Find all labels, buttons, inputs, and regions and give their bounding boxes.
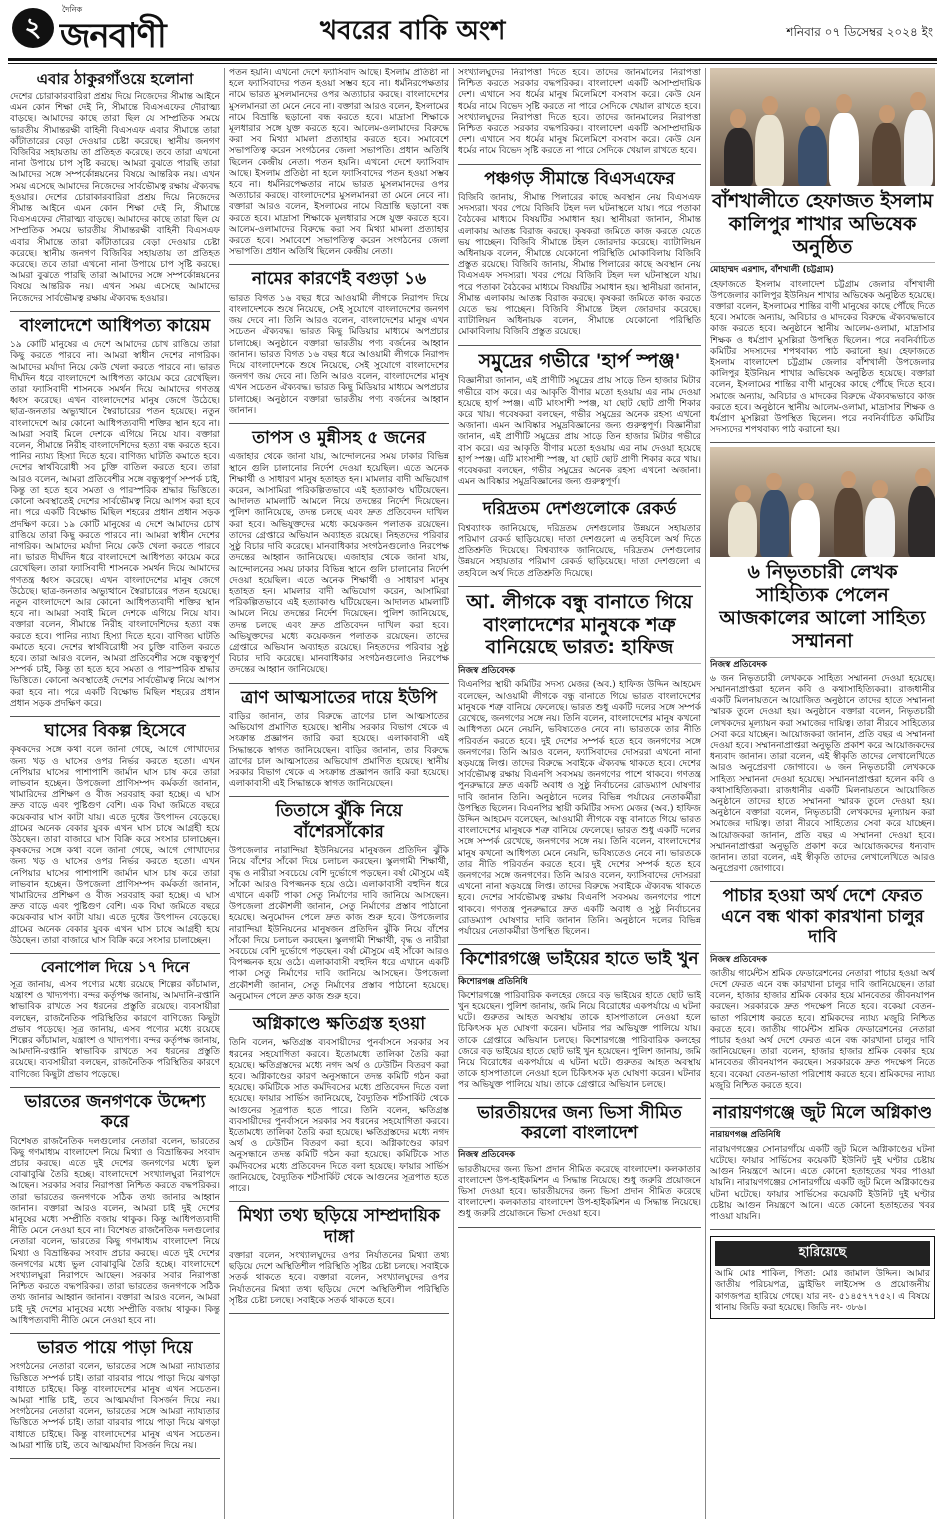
story-body: জাতীয় গার্মেন্টস শ্রমিক ফেডারেশনের নেতারা পাচার হওয়া অর্থ দেশে ফেরত এনে বন্ধ কারখানা চালুর দাবি জানিয়েছেন। তারা বলেন, হাজার হাজার শ্রমিক বেকার হয়ে মানবেতর জীবনযাপন করছেন। সরকারকে দ্রুত পদক্ষেপ নিতে হবে। বকেয়া বেতন-ভাতা পরিশোধ করতে হবে। শ্রমিকদের ন্যায্য মজুরি নিশ্চিত করতে হবে। জাতীয় গার্মেন্টস শ্রমিক ফেডারেশনের নেতারা পাচার হওয়া অর্থ দেশে ফেরত এনে বন্ধ কারখানা চালুর দাবি জানিয়েছেন। তারা বলেন, হাজার হাজার শ্রমিক বেকার হয়ে মানবেতর জীবনযাপন করছেন। সরকারকে দ্রুত পদক্ষেপ নিতে হবে। বকেয়া বেতন-ভাতা পরিশোধ করতে হবে। শ্রমিকদের ন্যায্য মজুরি নিশ্চিত করতে হবে। (710, 968, 935, 1091)
column-divider (453, 68, 454, 1519)
story-headline[interactable]: ভারতের জনগণকে উদ্দেশ্য করে (24, 1091, 206, 1133)
story-headline[interactable]: ঘাসের বিকল্প হিসেবে (44, 720, 186, 741)
story-divider (10, 953, 220, 954)
news-story (458, 68, 701, 158)
story-headline[interactable]: বাঁশখালীতে হেফাজত ইসলাম কালিপুর শাখার অভিষেক অনুষ্ঠিত (711, 190, 934, 258)
story-body: হেফাজতে ইসলাম বাংলাদেশ চট্টগ্রাম জেলার বাঁশখালী উপজেলার কালিপুর ইউনিয়ন শাখার অভিষেক অনুষ্ঠিত হয়েছে। বক্তারা বলেন, ইসলামের শান্তির বাণী মানুষের কাছে পৌঁছে দিতে হবে। সমাজে অন্যায়, অবিচার ও মাদকের বিরুদ্ধে ঐক্যবদ্ধভাবে কাজ করতে হবে। অনুষ্ঠানে স্থানীয় আলেম-ওলামা, মাদ্রাসার শিক্ষক ও ধর্মপ্রাণ মুসল্লিরা উপস্থিত ছিলেন। পরে নবনির্বাচিত কমিটির সদস্যদের শপথবাক্য পাঠ করানো হয়। হেফাজতে ইসলাম বাংলাদেশ চট্টগ্রাম জেলার বাঁশখালী উপজেলার কালিপুর ইউনিয়ন শাখার অভিষেক অনুষ্ঠিত হয়েছে। বক্তারা বলেন, ইসলামের শান্তির বাণী মানুষের কাছে পৌঁছে দিতে হবে। সমাজে অন্যায়, অবিচার ও মাদকের বিরুদ্ধে ঐক্যবদ্ধভাবে কাজ করতে হবে। অনুষ্ঠানে স্থানীয় আলেম-ওলামা, মাদ্রাসার শিক্ষক ও ধর্মপ্রাণ মুসল্লিরা উপস্থিত ছিলেন। পরে নবনির্বাচিত কমিটির সদস্যদের শপথবাক্য পাঠ করানো হয়। (710, 279, 935, 436)
story-body: বাড়ির জানান, তার বিরুদ্ধে ত্রাণের চাল আত্মসাতের অভিযোগ প্রমাণিত হয়েছে। স্থানীয় সরকার বিভাগ থেকে এ সংক্রান্ত প্রজ্ঞাপন জারি করা হয়েছে। এলাকাবাসী এই সিদ্ধান্তকে স্বাগত জানিয়েছেন। বাড়ির জানান, তার বিরুদ্ধে ত্রাণের চাল আত্মসাতের অভিযোগ প্রমাণিত হয়েছে। স্থানীয় সরকার বিভাগ থেকে এ সংক্রান্ত প্রজ্ঞাপন জারি করা হয়েছে। এলাকাবাসী এই সিদ্ধান্তকে স্বাগত জানিয়েছেন। (229, 711, 449, 790)
logo-prefix: দৈনিক (62, 5, 83, 14)
story-headline[interactable]: ত্রাণ আত্মসাতের দায়ে ইউপি (241, 687, 437, 708)
story-byline: নিজস্ব প্রতিবেদক (458, 1147, 701, 1161)
story-body: বিএনপির স্থায়ী কমিটির সদস্য মেজর (অব.) হাফিজ উদ্দিন আহমেদ বলেছেন, আওয়ামী লীগকে বন্ধু বানাতে গিয়ে ভারত বাংলাদেশের মানুষকে শত্রু বানিয়ে ফেলেছে। ভারত শুধু একটি দলের সঙ্গে সম্পর্ক রেখেছে, জনগণের সঙ্গে নয়। তিনি বলেন, বাংলাদেশের মানুষ কখনো আধিপত্য মেনে নেয়নি, ভবিষ্যতেও নেবে না। ভারতকে তার নীতি পরিবর্তন করতে হবে। দুই দেশের সম্পর্ক হতে হবে জনগণের সঙ্গে জনগণের। তিনি আরও বলেন, ফ্যাসিবাদের দোসররা এখনো নানা ষড়যন্ত্রে লিপ্ত। তাদের বিরুদ্ধে সবাইকে ঐক্যবদ্ধ থাকতে হবে। দেশের সার্বভৌমত্ব রক্ষায় বিএনপি সবসময় জনগণের পাশে থাকবে। গণতন্ত্র পুনরুদ্ধারে দ্রুত একটি অবাধ ও সুষ্ঠু নির্বাচনের রোডম্যাপ ঘোষণার দাবি জানান তিনি। অনুষ্ঠানে দলের বিভিন্ন পর্যায়ের নেতাকর্মীরা উপস্থিত ছিলেন। বিএনপির স্থায়ী কমিটির সদস্য মেজর (অব.) হাফিজ উদ্দিন আহমেদ বলেছেন, আওয়ামী লীগকে বন্ধু বানাতে গিয়ে ভারত বাংলাদেশের মানুষকে শত্রু বানিয়ে ফেলেছে। ভারত শুধু একটি দলের সঙ্গে সম্পর্ক রেখেছে, জনগণের সঙ্গে নয়। তিনি বলেন, বাংলাদেশের মানুষ কখনো আধিপত্য মেনে নেয়নি, ভবিষ্যতেও নেবে না। ভারতকে তার নীতি পরিবর্তন করতে হবে। দুই দেশের সম্পর্ক হতে হবে জনগণের সঙ্গে জনগণের। তিনি আরও বলেন, ফ্যাসিবাদের দোসররা এখনো নানা ষড়যন্ত্রে লিপ্ত। তাদের বিরুদ্ধে সবাইকে ঐক্যবদ্ধ থাকতে হবে। দেশের সার্বভৌমত্ব রক্ষায় বিএনপি সবসময় জনগণের পাশে থাকবে। গণতন্ত্র পুনরুদ্ধারে দ্রুত একটি অবাধ ও সুষ্ঠু নির্বাচনের রোডম্যাপ ঘোষণার দাবি জানান তিনি। অনুষ্ঠানে দলের বিভিন্ন পর্যায়ের নেতাকর্মীরা উপস্থিত ছিলেন। (458, 680, 701, 937)
story-body: এজাহার থেকে জানা যায়, আন্দোলনের সময় ঢাকার বিভিন্ন স্থানে গুলি চালানোর নির্দেশ দেওয়া হয়েছিল। এতে অনেক শিক্ষার্থী ও সাধারণ মানুষ হতাহত হন। মামলার বাদী অভিযোগ করেন, আসামিরা পরিকল্পিতভাবে এই হত্যাকাণ্ড ঘটিয়েছেন। আদালত মামলাটি আমলে নিয়ে তদন্তের নির্দেশ দিয়েছেন। পুলিশ জানিয়েছে, তদন্ত চলছে এবং দ্রুত প্রতিবেদন দাখিল করা হবে। অভিযুক্তদের মধ্যে কয়েকজন পলাতক রয়েছেন। তাদের গ্রেপ্তারে অভিযান অব্যাহত রয়েছে। নিহতদের পরিবার সুষ্ঠু বিচার দাবি করেছে। মানবাধিকার সংগঠনগুলোও নিরপেক্ষ তদন্তের আহ্বান জানিয়েছে। এজাহার থেকে জানা যায়, আন্দোলনের সময় ঢাকার বিভিন্ন স্থানে গুলি চালানোর নির্দেশ দেওয়া হয়েছিল। এতে অনেক শিক্ষার্থী ও সাধারণ মানুষ হতাহত হন। মামলার বাদী অভিযোগ করেন, আসামিরা পরিকল্পিতভাবে এই হত্যাকাণ্ড ঘটিয়েছেন। আদালত মামলাটি আমলে নিয়ে তদন্তের নির্দেশ দিয়েছেন। পুলিশ জানিয়েছে, তদন্ত চলছে এবং দ্রুত প্রতিবেদন দাখিল করা হবে। অভিযুক্তদের মধ্যে কয়েকজন পলাতক রয়েছেন। তাদের গ্রেপ্তারে অভিযান অব্যাহত রয়েছে। নিহতদের পরিবার সুষ্ঠু বিচার দাবি করেছে। মানবাধিকার সংগঠনগুলোও নিরপেক্ষ তদন্তের আহ্বান জানিয়েছে। (229, 452, 449, 676)
story-byline: নিজস্ব প্রতিবেদক (710, 657, 935, 671)
news-story (229, 68, 449, 258)
story-divider (458, 1227, 701, 1228)
story-headline[interactable]: নারায়ণগঞ্জে জুট মিলে অগ্নিকাণ্ড (712, 1103, 933, 1124)
story-divider (229, 1313, 449, 1314)
story-headline[interactable]: পঞ্চগড় সীমান্তে বিএসএফের (484, 168, 675, 189)
story-divider (10, 1087, 220, 1088)
masthead (0, 0, 945, 58)
story-headline[interactable]: নামের কারণেই বগুড়া ১৬ (251, 269, 427, 290)
story-divider (710, 881, 935, 882)
news-story (710, 68, 935, 436)
story-body: পতন হয়নি। এখনো দেশে ফ্যাসিবাদ আছে। ইসলাম প্রতিষ্ঠা না হলে ফ্যাসিবাদের পতন হওয়া সম্ভব হবে না। ধর্মনিরপেক্ষতার নামে ভারত মুসলমানদের ওপর অত্যাচার করছে। বাংলাদেশের মুসলমানরা তা মেনে নেবে না। বক্তারা আরও বলেন, ইসলামের নামে বিভ্রান্তি ছড়ানো বন্ধ করতে হবে। মাদ্রাসা শিক্ষাকে মূলধারার সঙ্গে যুক্ত করতে হবে। আলেম-ওলামাদের বিরুদ্ধে করা সব মিথ্যা মামলা প্রত্যাহার করতে হবে। সমাবেশে সভাপতিত্ব করেন সংগঠনের জেলা সভাপতি। প্রধান অতিথি ছিলেন কেন্দ্রীয় নেতা। পতন হয়নি। এখনো দেশে ফ্যাসিবাদ আছে। ইসলাম প্রতিষ্ঠা না হলে ফ্যাসিবাদের পতন হওয়া সম্ভব হবে না। ধর্মনিরপেক্ষতার নামে ভারত মুসলমানদের ওপর অত্যাচার করছে। বাংলাদেশের মুসলমানরা তা মেনে নেবে না। বক্তারা আরও বলেন, ইসলামের নামে বিভ্রান্তি ছড়ানো বন্ধ করতে হবে। মাদ্রাসা শিক্ষাকে মূলধারার সঙ্গে যুক্ত করতে হবে। আলেম-ওলামাদের বিরুদ্ধে করা সব মিথ্যা মামলা প্রত্যাহার করতে হবে। সমাবেশে সভাপতিত্ব করেন সংগঠনের জেলা সভাপতি। প্রধান অতিথি ছিলেন কেন্দ্রীয় নেতা। (229, 68, 449, 258)
masthead-rule (8, 58, 937, 61)
story-body: নারায়ণগঞ্জের সোনারগাঁয়ে একটি জুট মিলে অগ্নিকাণ্ডের ঘটনা ঘটেছে। ফায়ার সার্ভিসের কয়েকটি ইউনিট দুই ঘণ্টার চেষ্টায় আগুন নিয়ন্ত্রণে আনে। এতে কোনো হতাহতের খবর পাওয়া যায়নি। নারায়ণগঞ্জের সোনারগাঁয়ে একটি জুট মিলে অগ্নিকাণ্ডের ঘটনা ঘটেছে। ফায়ার সার্ভিসের কয়েকটি ইউনিট দুই ঘণ্টার চেষ্টায় আগুন নিয়ন্ত্রণে আনে। এতে কোনো হতাহতের খবর পাওয়া যায়নি। (710, 1144, 935, 1222)
news-photo (710, 447, 935, 557)
story-body: ভারতীয়দের জন্য ভিসা প্রদান সীমিত করেছে বাংলাদেশ। কলকাতার বাংলাদেশ উপ-হাইকমিশন এ সিদ্ধান্ত নিয়েছে। শুধু জরুরি প্রয়োজনে ভিসা দেওয়া হবে। ভারতীয়দের জন্য ভিসা প্রদান সীমিত করেছে বাংলাদেশ। কলকাতার বাংলাদেশ উপ-হাইকমিশন এ সিদ্ধান্ত নিয়েছে। শুধু জরুরি প্রয়োজনে ভিসা দেওয়া হবে। (458, 1164, 701, 1220)
story-body: দেশের চোরাকারবারিরা প্রশ্রয় দিয়ে নিজেদের সীমান্ত আইনে এমন কোন শিক্ষা দেই নি, সীমান্তে বিএসএফের দৌরাত্ম্য বাড়ছে। আমাদের কাছে তারা ছিল যে সাম্প্রতিক সময়ে ভারতীয় সীমান্তরক্ষী বাহিনী বিএসএফ এবার সীমান্তে তারা কাঁটাতারের বেড়া দেওয়ার চেষ্টা করেছে। স্থানীয় জনগণ বিজিবির সহায়তায় তা প্রতিহত করেছে। তবে তারা এখনো নানা উপায়ে চাপ সৃষ্টি করছে। আমরা বুঝতে পারছি তারা আমাদের সঙ্গে সম্পর্কোন্নয়নের বিষয়ে আন্তরিক নয়। এখন সময় এসেছে আমাদের নিজেদের সার্বভৌমত্ব রক্ষায় ঐক্যবদ্ধ হওয়ার। দেশের চোরাকারবারিরা প্রশ্রয় দিয়ে নিজেদের সীমান্ত আইনে এমন কোন শিক্ষা দেই নি, সীমান্তে বিএসএফের দৌরাত্ম্য বাড়ছে। আমাদের কাছে তারা ছিল যে সাম্প্রতিক সময়ে ভারতীয় সীমান্তরক্ষী বাহিনী বিএসএফ এবার সীমান্তে তারা কাঁটাতারের বেড়া দেওয়ার চেষ্টা করেছে। স্থানীয় জনগণ বিজিবির সহায়তায় তা প্রতিহত করেছে। তবে তারা এখনো নানা উপায়ে চাপ সৃষ্টি করছে। আমরা বুঝতে পারছি তারা আমাদের সঙ্গে সম্পর্কোন্নয়নের বিষয়ে আন্তরিক নয়। এখন সময় এসেছে আমাদের নিজেদের সার্বভৌমত্ব রক্ষায় ঐক্যবদ্ধ হওয়ার। (10, 92, 220, 304)
column-divider (705, 68, 706, 1519)
story-divider (458, 586, 701, 587)
news-story (458, 499, 701, 579)
section-title: খবরের বাকি অংশ (320, 16, 506, 46)
story-body: বিজ্ঞানীরা জানান, এই প্রাণীটি সমুদ্রের প্রায় সাড়ে তিন হাজার মিটার গভীরে বাস করে। এর আকৃতি বীণার মতো হওয়ায় এর নাম দেওয়া হয়েছে হার্প স্পঞ্জ। এটি মাংসাশী স্পঞ্জ, যা ছোট ছোট প্রাণী শিকার করে খায়। গবেষকরা বলছেন, গভীর সমুদ্রের অনেক রহস্য এখনো অজানা। এমন আবিষ্কার সমুদ্রবিজ্ঞানের জন্য গুরুত্বপূর্ণ। বিজ্ঞানীরা জানান, এই প্রাণীটি সমুদ্রের প্রায় সাড়ে তিন হাজার মিটার গভীরে বাস করে। এর আকৃতি বীণার মতো হওয়ায় এর নাম দেওয়া হয়েছে হার্প স্পঞ্জ। এটি মাংসাশী স্পঞ্জ, যা ছোট ছোট প্রাণী শিকার করে খায়। গবেষকরা বলছেন, গভীর সমুদ্রের অনেক রহস্য এখনো অজানা। এমন আবিষ্কার সমুদ্রবিজ্ঞানের জন্য গুরুত্বপূর্ণ। (458, 376, 701, 488)
column-divider (224, 68, 225, 1519)
story-headline[interactable]: পাচার হওয়া অর্থ দেশে ফেরত এনে বন্ধ থাকা কারখানা চালুর দাবি (721, 886, 924, 948)
story-headline[interactable]: কিশোরগঞ্জে ভাইয়ের হাতে ভাই খুন (460, 949, 699, 970)
story-body: বিশেষত রাজনৈতিক দলগুলোর নেতারা বলেন, ভারতের কিছু গণমাধ্যম বাংলাদেশ নিয়ে মিথ্যা ও বিভ্রান্তিকর সংবাদ প্রচার করছে। এতে দুই দেশের জনগণের মধ্যে ভুল বোঝাবুঝি তৈরি হচ্ছে। বাংলাদেশে সংখ্যালঘুরা নিরাপদে আছেন। সরকার সবার নিরাপত্তা নিশ্চিত করতে বদ্ধপরিকর। তারা ভারতের জনগণকে সঠিক তথ্য জানার আহ্বান জানান। বক্তারা আরও বলেন, আমরা চাই দুই দেশের মানুষের মধ্যে সম্প্রীতি বজায় থাকুক। কিন্তু আধিপত্যবাদী নীতি মেনে নেওয়া হবে না। বিশেষত রাজনৈতিক দলগুলোর নেতারা বলেন, ভারতের কিছু গণমাধ্যম বাংলাদেশ নিয়ে মিথ্যা ও বিভ্রান্তিকর সংবাদ প্রচার করছে। এতে দুই দেশের জনগণের মধ্যে ভুল বোঝাবুঝি তৈরি হচ্ছে। বাংলাদেশে সংখ্যালঘুরা নিরাপদে আছেন। সরকার সবার নিরাপত্তা নিশ্চিত করতে বদ্ধপরিকর। তারা ভারতের জনগণকে সঠিক তথ্য জানার আহ্বান জানান। বক্তারা আরও বলেন, আমরা চাই দুই দেশের মানুষের মধ্যে সম্প্রীতি বজায় থাকুক। কিন্তু আধিপত্যবাদী নীতি মেনে নেওয়া হবে না। (10, 1136, 220, 1326)
story-divider (10, 1458, 220, 1459)
story-body: ভারত বিগত ১৬ বছর ধরে আওয়ামী লীগকে নিরাপদ দিয়ে বাংলাদেশকে শুষে নিয়েছে, সেই সুযোগে বাংলাদেশের জনগণ জয় দেবে না। তিনি আরও বলেন, বাংলাদেশের মানুষ এখন সচেতন ঐক্যবদ্ধ। ভারত কিছু মিডিয়ার মাধ্যমে অপপ্রচার চালাচ্ছে। অনুষ্ঠানে বক্তারা ভারতীয় পণ্য বর্জনের আহ্বান জানান। ভারত বিগত ১৬ বছর ধরে আওয়ামী লীগকে নিরাপদ দিয়ে বাংলাদেশকে শুষে নিয়েছে, সেই সুযোগে বাংলাদেশের জনগণ জয় দেবে না। তিনি আরও বলেন, বাংলাদেশের মানুষ এখন সচেতন ঐক্যবদ্ধ। ভারত কিছু মিডিয়ার মাধ্যমে অপপ্রচার চালাচ্ছে। অনুষ্ঠানে বক্তারা ভারতীয় পণ্য বর্জনের আহ্বান জানান। (229, 293, 449, 416)
column-4 (710, 68, 935, 1519)
story-body: সংগঠনের নেতারা বলেন, ভারতের সঙ্গে আমরা ন্যায্যতার ভিত্তিতে সম্পর্ক চাই। তারা বারবার পায়ে পাড়া দিয়ে ঝগড়া বাধাতে চাইছে। কিন্তু বাংলাদেশের মানুষ এখন সচেতন। আমরা শান্তি চাই, তবে আত্মমর্যাদা বিসর্জন দিয়ে নয়। সংগঠনের নেতারা বলেন, ভারতের সঙ্গে আমরা ন্যায্যতার ভিত্তিতে সম্পর্ক চাই। তারা বারবার পায়ে পাড়া দিয়ে ঝগড়া বাধাতে চাইছে। কিন্তু বাংলাদেশের মানুষ এখন সচেতন। আমরা শান্তি চাই, তবে আত্মমর্যাদা বিসর্জন দিয়ে নয়। (10, 1362, 220, 1451)
news-story (710, 1103, 935, 1223)
news-story (710, 886, 935, 1092)
story-body: বক্তারা বলেন, সংখ্যালঘুদের ওপর নির্যাতনের মিথ্যা তথ্য ছড়িয়ে দেশে অস্থিতিশীল পরিস্থিতি সৃষ্টির চেষ্টা চলছে। সবাইকে সতর্ক থাকতে হবে। বক্তারা বলেন, সংখ্যালঘুদের ওপর নির্যাতনের মিথ্যা তথ্য ছড়িয়ে দেশে অস্থিতিশীল পরিস্থিতি সৃষ্টির চেষ্টা চলছে। সবাইকে সতর্ক থাকতে হবে। (229, 1250, 449, 1306)
story-byline: নারায়ণগঞ্জ প্রতিনিধি (710, 1127, 935, 1141)
story-divider (229, 796, 449, 797)
news-story (10, 316, 220, 710)
story-body: কিশোরগঞ্জে পারিবারিক কলহের জেরে বড় ভাইয়ের হাতে ছোট ভাই খুন হয়েছেন। পুলিশ জানায়, জমি নিয়ে বিরোধের একপর্যায়ে এ ঘটনা ঘটে। গুরুতর আহত অবস্থায় তাকে হাসপাতালে নেওয়া হলে চিকিৎসক মৃত ঘোষণা করেন। ঘটনার পর অভিযুক্ত পালিয়ে যায়। তাকে গ্রেপ্তারে অভিযান চলছে। কিশোরগঞ্জে পারিবারিক কলহের জেরে বড় ভাইয়ের হাতে ছোট ভাই খুন হয়েছেন। পুলিশ জানায়, জমি নিয়ে বিরোধের একপর্যায়ে এ ঘটনা ঘটে। গুরুতর আহত অবস্থায় তাকে হাসপাতালে নেওয়া হলে চিকিৎসক মৃত ঘোষণা করেন। ঘটনার পর অভিযুক্ত পালিয়ে যায়। তাকে গ্রেপ্তারে অভিযান চলছে। (458, 990, 701, 1091)
story-headline[interactable]: দরিদ্রতম দেশগুলোকে রেকর্ড (482, 499, 677, 520)
newspaper-logo: জনবাণী (60, 16, 166, 56)
news-story (10, 958, 220, 1081)
lost-notice-body: আমি মোঃ শাকিল, পিতা: মোঃ জামাল উদ্দিন। আমার জাতীয় পরিচয়পত্র, ড্রাইভিং লাইসেন্স ও প্রয়োজনীয় কাগজপত্র হারিয়ে গেছে। যার নং- ৫১৪৫৭৭৭৫২। এ বিষয়ে থানায় জিডি করা হয়েছে। জিডি নং- ৩৮৬। (715, 1269, 930, 1313)
story-headline[interactable]: আ. লীগকে বন্ধু বানাতে গিয়ে বাংলাদেশের মানুষকে শত্রু বানিয়েছে ভারত: হাফিজ (466, 590, 693, 659)
story-body: সূত্র জানায়, এসব পণ্যের মধ্যে রয়েছে শিল্পের কাঁচামাল, যন্ত্রাংশ ও খাদ্যপণ্য। বন্দর কর্তৃপক্ষ জানায়, আমদানি-রপ্তানি স্বাভাবিক রাখতে সব ধরনের প্রস্তুতি রয়েছে। ব্যবসায়ীরা বলছেন, রাজনৈতিক পরিস্থিতির কারণে বাণিজ্যে কিছুটা প্রভাব পড়েছে। সূত্র জানায়, এসব পণ্যের মধ্যে রয়েছে শিল্পের কাঁচামাল, যন্ত্রাংশ ও খাদ্যপণ্য। বন্দর কর্তৃপক্ষ জানায়, আমদানি-রপ্তানি স্বাভাবিক রাখতে সব ধরনের প্রস্তুতি রয়েছে। ব্যবসায়ীরা বলছেন, রাজনৈতিক পরিস্থিতির কারণে বাণিজ্যে কিছুটা প্রভাব পড়েছে। (10, 980, 220, 1080)
story-byline: কিশোরগঞ্জ প্রতিনিধি (458, 974, 701, 988)
story-divider (458, 1098, 701, 1099)
story-headline[interactable]: বাংলাদেশে আধিপত্য কায়েম (19, 315, 211, 336)
page-number: ২ (12, 8, 54, 48)
story-byline: নিজস্ব প্রতিবেদক (458, 663, 701, 677)
story-divider (710, 1098, 935, 1099)
news-story (229, 1206, 449, 1307)
column-1 (10, 68, 220, 1519)
story-body: কৃষকদের সঙ্গে কথা বলে জানা গেছে, আগে গোখাদ্যের জন্য খড় ও ঘাসের ওপর নির্ভর করতে হতো। এখন নেপিয়ার ঘাসের পাশাপাশি জার্মান ঘাস চাষ করে তারা লাভবান হচ্ছেন। উপজেলা প্রাণিসম্পদ কর্মকর্তা জানান, খামারিদের প্রশিক্ষণ ও বীজ সরবরাহ করা হচ্ছে। এ ঘাস দ্রুত বাড়ে এবং পুষ্টিগুণ বেশি। এক বিঘা জমিতে বছরে কয়েকবার ঘাস কাটা যায়। এতে দুধের উৎপাদন বেড়েছে। গ্রামের অনেক বেকার যুবক এখন ঘাস চাষে আগ্রহী হয়ে উঠছেন। তারা বাজারে ঘাস বিক্রি করে সংসার চালাচ্ছেন। কৃষকদের সঙ্গে কথা বলে জানা গেছে, আগে গোখাদ্যের জন্য খড় ও ঘাসের ওপর নির্ভর করতে হতো। এখন নেপিয়ার ঘাসের পাশাপাশি জার্মান ঘাস চাষ করে তারা লাভবান হচ্ছেন। উপজেলা প্রাণিসম্পদ কর্মকর্তা জানান, খামারিদের প্রশিক্ষণ ও বীজ সরবরাহ করা হচ্ছে। এ ঘাস দ্রুত বাড়ে এবং পুষ্টিগুণ বেশি। এক বিঘা জমিতে বছরে কয়েকবার ঘাস কাটা যায়। এতে দুধের উৎপাদন বেড়েছে। গ্রামের অনেক বেকার যুবক এখন ঘাস চাষে আগ্রহী হয়ে উঠছেন। তারা বাজারে ঘাস বিক্রি করে সংসার চালাচ্ছেন। (10, 745, 220, 946)
column-3 (458, 68, 701, 1519)
news-story (458, 591, 701, 938)
news-story (458, 949, 701, 1091)
story-body: সংখ্যালঘুদের নিরাপত্তা দিতে হবে। তাদের জানমালের নিরাপত্তা নিশ্চিত করতে সরকার বদ্ধপরিকর। বাংলাদেশ একটি অসাম্প্রদায়িক দেশ। এখানে সব ধর্মের মানুষ মিলেমিশে বসবাস করে। কেউ যেন ধর্মের নামে বিভেদ সৃষ্টি করতে না পারে সেদিকে খেয়াল রাখতে হবে। সংখ্যালঘুদের নিরাপত্তা দিতে হবে। তাদের জানমালের নিরাপত্তা নিশ্চিত করতে সরকার বদ্ধপরিকর। বাংলাদেশ একটি অসাম্প্রদায়িক দেশ। এখানে সব ধর্মের মানুষ মিলেমিশে বসবাস করে। কেউ যেন ধর্মের নামে বিভেদ সৃষ্টি করতে না পারে সেদিকে খেয়াল রাখতে হবে। (458, 68, 701, 157)
issue-date: শনিবার ০৭ ডিসেম্বর ২০২৪ ইং (786, 25, 933, 39)
story-divider (458, 494, 701, 495)
story-divider (229, 1009, 449, 1010)
story-body: উপজেলার নারান্দিয়া ইউনিয়নের মানুষজন প্রতিদিন ঝুঁকি নিয়ে বাঁশের সাঁকো দিয়ে চলাচল করছেন। স্কুলগামী শিক্ষার্থী, বৃদ্ধ ও নারীরা সবচেয়ে বেশি দুর্ভোগে পড়ছেন। বর্ষা মৌসুমে এই সাঁকো আরও বিপজ্জনক হয়ে ওঠে। এলাকাবাসী বহুদিন ধরে এখানে একটি পাকা সেতু নির্মাণের দাবি জানিয়ে আসছেন। উপজেলা প্রকৌশলী জানান, সেতু নির্মাণের প্রস্তাব পাঠানো হয়েছে। অনুমোদন পেলে দ্রুত কাজ শুরু হবে। উপজেলার নারান্দিয়া ইউনিয়নের মানুষজন প্রতিদিন ঝুঁকি নিয়ে বাঁশের সাঁকো দিয়ে চলাচল করছেন। স্কুলগামী শিক্ষার্থী, বৃদ্ধ ও নারীরা সবচেয়ে বেশি দুর্ভোগে পড়ছেন। বর্ষা মৌসুমে এই সাঁকো আরও বিপজ্জনক হয়ে ওঠে। এলাকাবাসী বহুদিন ধরে এখানে একটি পাকা সেতু নির্মাণের দাবি জানিয়ে আসছেন। উপজেলা প্রকৌশলী জানান, সেতু নির্মাণের প্রস্তাব পাঠানো হয়েছে। অনুমোদন পেলে দ্রুত কাজ শুরু হবে। (229, 846, 449, 1002)
story-body: ৬ জন নিভৃতচারী লেখককে সাহিত্য সম্মাননা দেওয়া হয়েছে। সম্মাননাপ্রাপ্তরা হলেন কবি ও কথাসাহিত্যিকরা। রাজধানীর একটি মিলনায়তনে আয়োজিত অনুষ্ঠানে তাদের হাতে সম্মাননা স্মারক তুলে দেওয়া হয়। অনুষ্ঠানে বক্তারা বলেন, নিভৃতচারী লেখকদের মূল্যায়ন করা সমাজের দায়িত্ব। তারা নীরবে সাহিত্যের সেবা করে যাচ্ছেন। আয়োজকরা জানান, প্রতি বছর এ সম্মাননা দেওয়া হবে। সম্মাননাপ্রাপ্তরা অনুভূতি প্রকাশ করে আয়োজকদের ধন্যবাদ জানান। তারা বলেন, এই স্বীকৃতি তাদের লেখালেখিতে আরও অনুপ্রেরণা জোগাবে। ৬ জন নিভৃতচারী লেখককে সাহিত্য সম্মাননা দেওয়া হয়েছে। সম্মাননাপ্রাপ্তরা হলেন কবি ও কথাসাহিত্যিকরা। রাজধানীর একটি মিলনায়তনে আয়োজিত অনুষ্ঠানে তাদের হাতে সম্মাননা স্মারক তুলে দেওয়া হয়। অনুষ্ঠানে বক্তারা বলেন, নিভৃতচারী লেখকদের মূল্যায়ন করা সমাজের দায়িত্ব। তারা নীরবে সাহিত্যের সেবা করে যাচ্ছেন। আয়োজকরা জানান, প্রতি বছর এ সম্মাননা দেওয়া হবে। সম্মাননাপ্রাপ্তরা অনুভূতি প্রকাশ করে আয়োজকদের ধন্যবাদ জানান। তারা বলেন, এই স্বীকৃতি তাদের লেখালেখিতে আরও অনুপ্রেরণা জোগাবে। (710, 673, 935, 875)
story-headline[interactable]: মিথ্যা তথ্য ছড়িয়ে সাম্প্রদায়িক দাঙ্গা (238, 1206, 440, 1247)
column-2 (229, 68, 449, 1519)
story-divider (458, 944, 701, 945)
story-headline[interactable]: বেনাপোল দিয়ে ১৭ দিনে (40, 958, 190, 976)
story-headline[interactable]: তাপস ও মুন্নীসহ ৫ জনের (252, 428, 426, 449)
news-story (229, 1014, 449, 1195)
masthead-rule-thin (8, 63, 937, 64)
story-headline[interactable]: ভারতীয়দের জন্য ভিসা সীমিত করলো বাংলাদেশ (477, 1102, 682, 1143)
news-story (229, 428, 449, 676)
story-divider (229, 264, 449, 265)
news-photo (710, 68, 935, 186)
story-headline[interactable]: ৬ নিভৃতচারী লেখক সাহিত্যিক পেলেন আজকালের আলো সাহিত্য সম্মাননা (719, 561, 926, 652)
story-headline[interactable]: সমুদ্রের গভীরে 'হার্প স্পঞ্জ' (478, 349, 681, 372)
story-body: ১৯ কোটি মানুষের এ দেশে আমাদের চোখ রাঙিয়ে তারা কিছু করতে পারবে না। আমরা স্বাধীন দেশের নাগরিক। আমাদের মর্যাদা নিয়ে কেউ খেলা করতে পারবে না। ভারত দীর্ঘদিন ধরে বাংলাদেশে আধিপত্য কায়েম করে রেখেছিল। তারা ফ্যাসিবাদী শাসনকে সমর্থন দিয়ে আমাদের গণতন্ত্র ধ্বংস করেছে। এখন বাংলাদেশের মানুষ জেগে উঠেছে। ছাত্র-জনতার অভ্যুত্থানে স্বৈরাচারের পতন হয়েছে। নতুন বাংলাদেশে আর কোনো আধিপত্যবাদী শক্তির স্থান হবে না। আমরা সবাই মিলে দেশকে এগিয়ে নিয়ে যাব। বক্তারা বলেন, সীমান্তে নিরীহ বাংলাদেশিদের হত্যা বন্ধ করতে হবে। পানির ন্যায্য হিস্যা দিতে হবে। বাণিজ্য ঘাটতি কমাতে হবে। দেশের স্বার্থবিরোধী সব চুক্তি বাতিল করতে হবে। তারা আরও বলেন, আমরা প্রতিবেশীর সঙ্গে বন্ধুত্বপূর্ণ সম্পর্ক চাই, কিন্তু তা হতে হবে সমতা ও পারস্পরিক শ্রদ্ধার ভিত্তিতে। কোনো অবস্থাতেই দেশের সার্বভৌমত্ব নিয়ে আপস করা হবে না। পরে একটি বিক্ষোভ মিছিল শহরের প্রধান প্রধান সড়ক প্রদক্ষিণ করে। ১৯ কোটি মানুষের এ দেশে আমাদের চোখ রাঙিয়ে তারা কিছু করতে পারবে না। আমরা স্বাধীন দেশের নাগরিক। আমাদের মর্যাদা নিয়ে কেউ খেলা করতে পারবে না। ভারত দীর্ঘদিন ধরে বাংলাদেশে আধিপত্য কায়েম করে রেখেছিল। তারা ফ্যাসিবাদী শাসনকে সমর্থন দিয়ে আমাদের গণতন্ত্র ধ্বংস করেছে। এখন বাংলাদেশের মানুষ জেগে উঠেছে। ছাত্র-জনতার অভ্যুত্থানে স্বৈরাচারের পতন হয়েছে। নতুন বাংলাদেশে আর কোনো আধিপত্যবাদী শক্তির স্থান হবে না। আমরা সবাই মিলে দেশকে এগিয়ে নিয়ে যাব। বক্তারা বলেন, সীমান্তে নিরীহ বাংলাদেশিদের হত্যা বন্ধ করতে হবে। পানির ন্যায্য হিস্যা দিতে হবে। বাণিজ্য ঘাটতি কমাতে হবে। দেশের স্বার্থবিরোধী সব চুক্তি বাতিল করতে হবে। তারা আরও বলেন, আমরা প্রতিবেশীর সঙ্গে বন্ধুত্বপূর্ণ সম্পর্ক চাই, কিন্তু তা হতে হবে সমতা ও পারস্পরিক শ্রদ্ধার ভিত্তিতে। কোনো অবস্থাতেই দেশের সার্বভৌমত্ব নিয়ে আপস করা হবে না। পরে একটি বিক্ষোভ মিছিল শহরের প্রধান প্রধান সড়ক প্রদক্ষিণ করে। (10, 340, 220, 709)
story-headline[interactable]: অগ্নিকাণ্ডে ক্ষতিগ্রস্ত হওয়া (252, 1013, 426, 1034)
news-story (229, 688, 449, 791)
story-divider (458, 164, 701, 165)
story-byline: নিজস্ব প্রতিবেদক (710, 952, 935, 966)
news-story (710, 447, 935, 875)
lost-notice (710, 1236, 935, 1319)
story-divider (710, 1229, 935, 1230)
story-headline[interactable]: এবার ঠাকুরগাঁওয়ে হলোনা (36, 70, 194, 88)
story-divider (710, 442, 935, 443)
news-story (10, 721, 220, 947)
story-headline[interactable]: তিতাসে ঝুঁকি নিয়ে বাঁশেরসাঁকোর (275, 801, 403, 842)
story-divider (229, 683, 449, 684)
story-headline[interactable]: ভারত পায়ে পাড়া দিয়ে (37, 1338, 193, 1359)
story-divider (229, 1201, 449, 1202)
news-story (458, 1103, 701, 1221)
story-body: বিশ্বব্যাংক জানিয়েছে, দরিদ্রতম দেশগুলোর উন্নয়নে সহায়তার পরিমাণ রেকর্ড ছাড়িয়েছে। দাতা দেশগুলো এ তহবিলে অর্থ দিতে প্রতিশ্রুতি দিয়েছে। বিশ্বব্যাংক জানিয়েছে, দরিদ্রতম দেশগুলোর উন্নয়নে সহায়তার পরিমাণ রেকর্ড ছাড়িয়েছে। দাতা দেশগুলো এ তহবিলে অর্থ দিতে প্রতিশ্রুতি দিয়েছে। (458, 523, 701, 579)
lost-notice-title: হারিয়েছে (715, 1241, 930, 1266)
story-divider (10, 716, 220, 717)
news-story (458, 169, 701, 339)
story-divider (229, 423, 449, 424)
news-story (10, 1092, 220, 1327)
news-story (10, 70, 220, 305)
story-body: বিজিবি জানায়, সীমান্ত পিলারের কাছে অবস্থান নেয় বিএসএফ সদস্যরা। খবর পেয়ে বিজিবি টহল দল ঘটনাস্থলে যায়। পরে পতাকা বৈঠকের মাধ্যমে বিষয়টির সমাধান হয়। স্থানীয়রা জানান, সীমান্ত এলাকায় আতঙ্ক বিরাজ করছে। কৃষকরা জমিতে কাজ করতে যেতে ভয় পাচ্ছেন। বিজিবি সীমান্তে টহল জোরদার করেছে। ব্যাটালিয়ন অধিনায়ক বলেন, সীমান্তে যেকোনো পরিস্থিতি মোকাবিলায় বিজিবি প্রস্তুত রয়েছে। বিজিবি জানায়, সীমান্ত পিলারের কাছে অবস্থান নেয় বিএসএফ সদস্যরা। খবর পেয়ে বিজিবি টহল দল ঘটনাস্থলে যায়। পরে পতাকা বৈঠকের মাধ্যমে বিষয়টির সমাধান হয়। স্থানীয়রা জানান, সীমান্ত এলাকায় আতঙ্ক বিরাজ করছে। কৃষকরা জমিতে কাজ করতে যেতে ভয় পাচ্ছেন। বিজিবি সীমান্তে টহল জোরদার করেছে। ব্যাটালিয়ন অধিনায়ক বলেন, সীমান্তে যেকোনো পরিস্থিতি মোকাবিলায় বিজিবি প্রস্তুত রয়েছে। (458, 193, 701, 338)
story-byline: মোহাম্মদ এরশাদ, বাঁশখালী (চট্টগ্রাম) (710, 262, 935, 276)
story-body: তিনি বলেন, ক্ষতিগ্রস্ত ব্যবসায়ীদের পুনর্বাসনে সরকার সব ধরনের সহযোগিতা করবে। ইতোমধ্যে তালিকা তৈরি করা হয়েছে। ক্ষতিগ্রস্তদের মধ্যে নগদ অর্থ ও ঢেউটিন বিতরণ করা হবে। অগ্নিকাণ্ডের কারণ অনুসন্ধানে তদন্ত কমিটি গঠন করা হয়েছে। কমিটিকে সাত কর্মদিবসের মধ্যে প্রতিবেদন দিতে বলা হয়েছে। ফায়ার সার্ভিস জানিয়েছে, বৈদ্যুতিক শর্টসার্কিট থেকে আগুনের সূত্রপাত হতে পারে। তিনি বলেন, ক্ষতিগ্রস্ত ব্যবসায়ীদের পুনর্বাসনে সরকার সব ধরনের সহযোগিতা করবে। ইতোমধ্যে তালিকা তৈরি করা হয়েছে। ক্ষতিগ্রস্তদের মধ্যে নগদ অর্থ ও ঢেউটিন বিতরণ করা হবে। অগ্নিকাণ্ডের কারণ অনুসন্ধানে তদন্ত কমিটি গঠন করা হয়েছে। কমিটিকে সাত কর্মদিবসের মধ্যে প্রতিবেদন দিতে বলা হয়েছে। ফায়ার সার্ভিস জানিয়েছে, বৈদ্যুতিক শর্টসার্কিট থেকে আগুনের সূত্রপাত হতে পারে। (229, 1038, 449, 1194)
news-story (229, 801, 449, 1003)
story-divider (10, 311, 220, 312)
news-story (229, 269, 449, 417)
story-divider (10, 1333, 220, 1334)
news-story (10, 1338, 220, 1452)
story-divider (458, 345, 701, 346)
news-story (458, 350, 701, 489)
